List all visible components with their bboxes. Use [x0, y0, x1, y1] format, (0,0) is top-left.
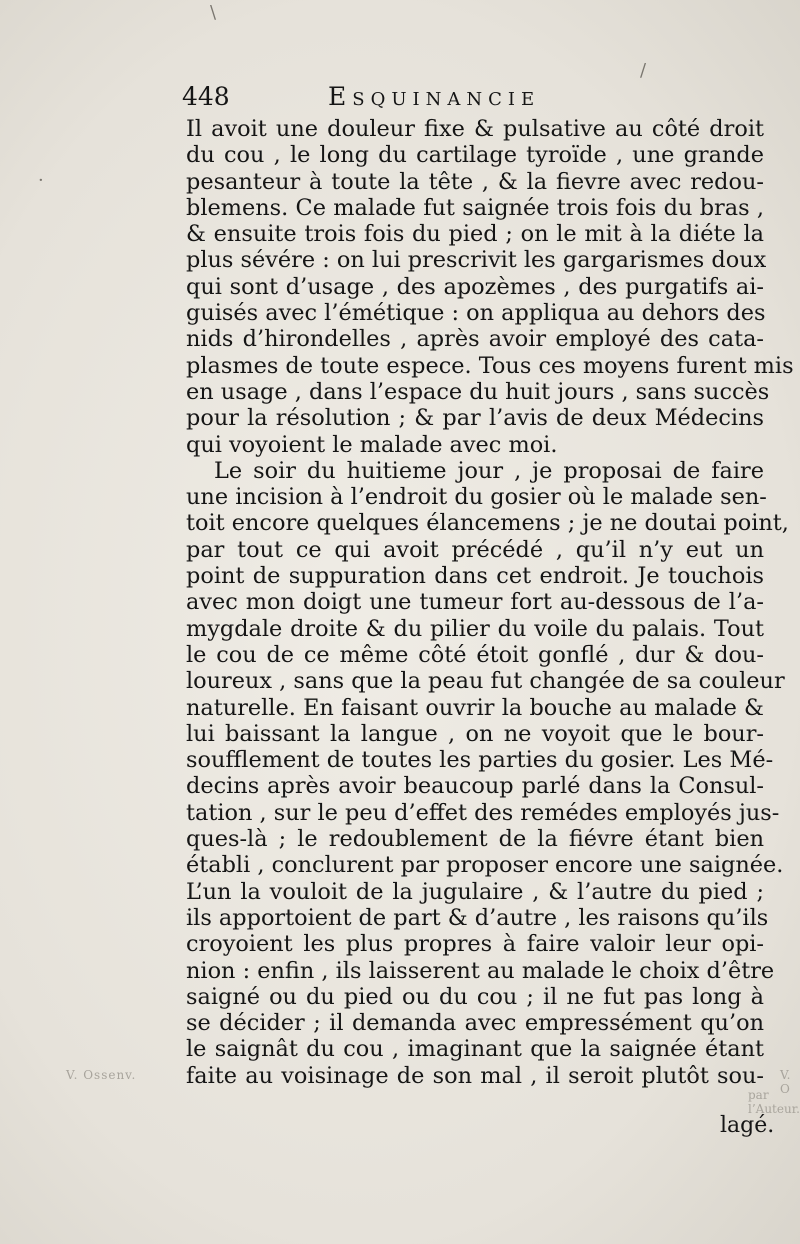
text-line: le cou de ce même côté étoit gonflé , dur & dou- — [186, 641, 764, 668]
text-line: avec mon doigt une tumeur fort au-dessous de l’a- — [186, 589, 764, 616]
show-through-text-left: V. Ossenv. — [66, 1068, 137, 1082]
body-text — [186, 116, 794, 1089]
text-line: du cou , le long du cartilage tyroïde , une grande — [186, 142, 764, 169]
text-line: soufflement de toutes les parties du gosier. Les Mé- — [186, 747, 774, 774]
text-line: nids d’hirondelles , après avoir employé des cata- — [186, 326, 764, 353]
text-line: qui voyoient le malade avec moi. — [186, 431, 558, 458]
text-line: Il avoit une douleur fixe & pulsative au côté droit — [186, 116, 764, 142]
text-line: en usage , dans l’espace du huit jours , sans succès — [186, 378, 770, 405]
show-through-text-right-top: V. O — [780, 1068, 791, 1096]
text-line: saigné ou du pied ou du cou ; il ne fut pas long à — [186, 983, 764, 1010]
catchword: lagé. — [720, 1113, 775, 1138]
text-line: croyoient les plus propres à faire valoir leur opi- — [186, 931, 764, 958]
text-line: naturelle. En faisant ouvrir la bouche au malade & — [186, 694, 764, 721]
text-line: Le soir du huitieme jour , je proposai de faire — [214, 457, 764, 484]
page-header — [182, 82, 622, 118]
text-line: une incision à l’endroit du gosier où le malade sen- — [186, 484, 767, 511]
text-line: blemens. Ce malade fut saignée trois fois du bras , — [186, 194, 764, 221]
page-number: 448 — [182, 82, 230, 111]
text-line: & ensuite trois fois du pied ; on le mit à la diéte la — [186, 221, 764, 248]
text-line: ils apportoient de part & d’autre , les raisons qu’ils — [186, 904, 769, 931]
page-speck: \ — [210, 2, 217, 23]
text-line: L’un la vouloit de la jugulaire , & l’autre du pied ; — [186, 878, 764, 905]
text-line: ques-là ; le redoublement de la fiévre étant bien — [186, 826, 764, 853]
page-speck: · — [38, 170, 44, 191]
running-title: Esquinancie — [328, 82, 541, 111]
show-through-text-right-bottom: par l’Auteur. — [748, 1088, 800, 1116]
text-line: nion : enfin , ils laisserent au malade le choix d’être — [186, 957, 775, 984]
text-line: mygdale droite & du pilier du voile du palais. Tout — [186, 615, 764, 642]
text-line: plasmes de toute espece. Tous ces moyens furent mis — [186, 352, 794, 379]
text-line: toit encore quelques élancemens ; je ne doutai point, — [186, 510, 789, 537]
text-line: guisés avec l’émétique : on appliqua au dehors des — [186, 300, 766, 327]
text-line: pesanteur à toute la tête , & la fievre avec redou- — [186, 168, 764, 195]
text-line: se décider ; il demanda avec empressément qu’on — [186, 1010, 764, 1037]
text-line: loureux , sans que la peau fut changée de sa couleur — [186, 668, 785, 695]
text-line: tation , sur le peu d’effet des remédes employés jus- — [186, 799, 780, 826]
text-line: decins après avoir beaucoup parlé dans la Consul- — [186, 773, 764, 800]
text-line: lui baissant la langue , on ne voyoit que le bour- — [186, 720, 764, 747]
text-line: plus sévére : on lui prescrivit les gargarismes doux — [186, 247, 767, 274]
text-line: point de suppuration dans cet endroit. Je touchois — [186, 563, 764, 590]
text-line: faite au voisinage de son mal , il seroit plutôt sou- — [186, 1062, 764, 1089]
text-line: par tout ce qui avoit précédé , qu’il n’y eut un — [186, 536, 764, 563]
text-line: qui sont d’usage , des apozèmes , des purgatifs ai- — [186, 273, 764, 300]
text-line: le saignât du cou , imaginant que la saignée étant — [186, 1036, 764, 1063]
text-line: pour la résolution ; & par l’avis de deux Médecins — [186, 405, 764, 432]
text-line: établi , conclurent par proposer encore une saignée. — [186, 852, 784, 879]
page-speck: / — [640, 60, 647, 81]
